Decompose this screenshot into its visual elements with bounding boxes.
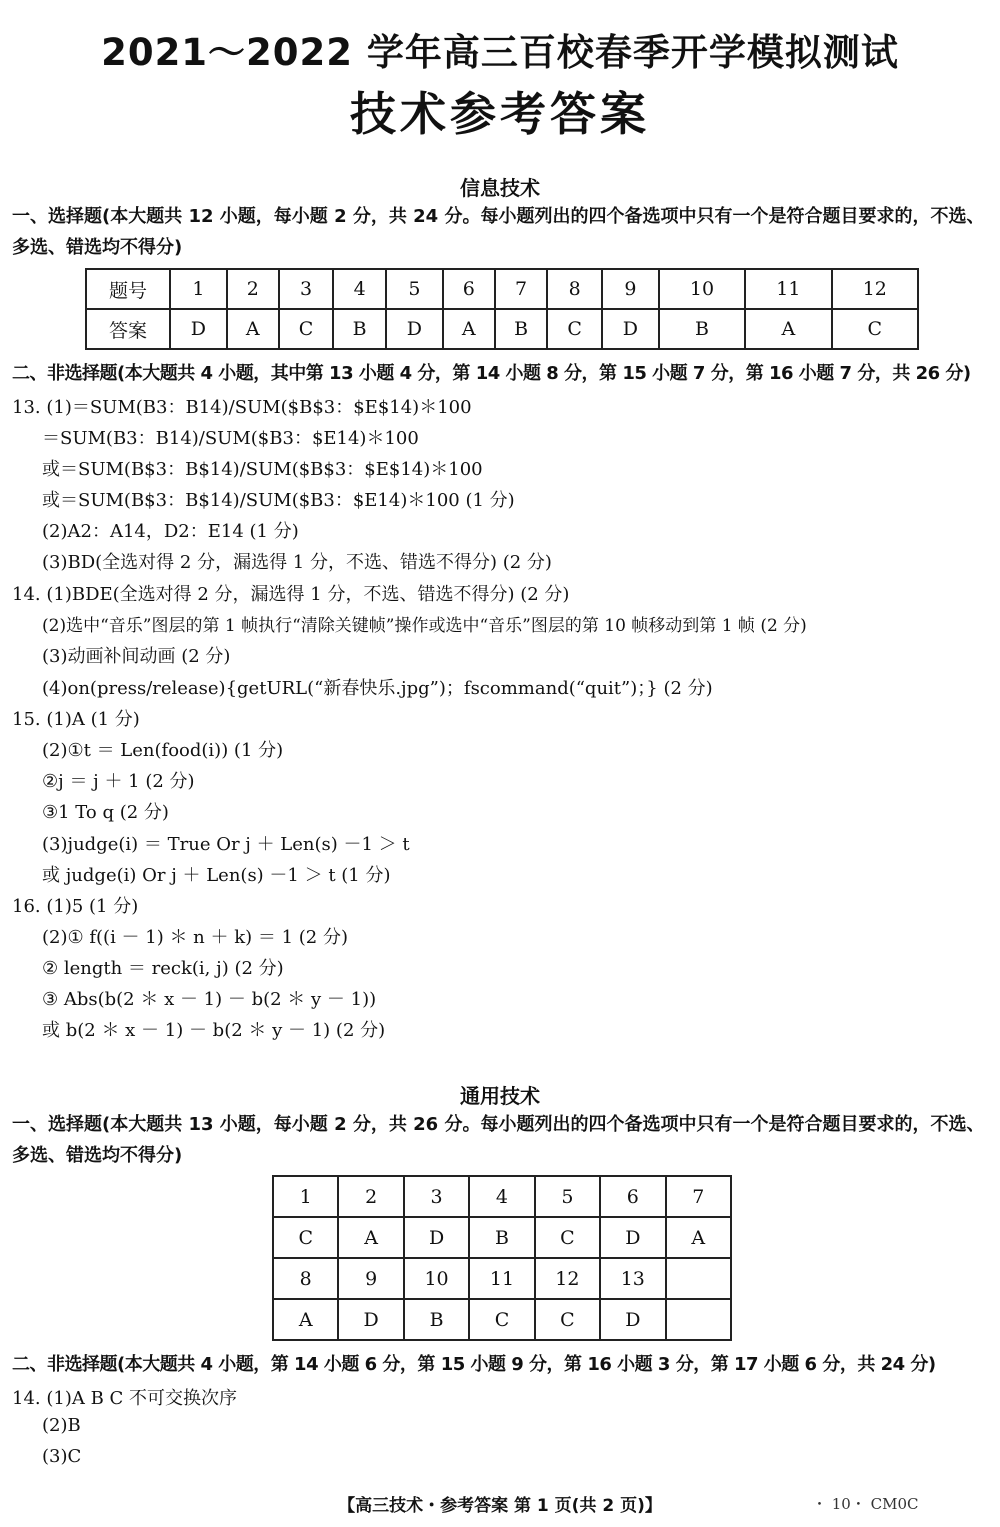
answer-line: 15. (1)A (1 分) (12, 709, 140, 730)
table-cell: 12 (535, 1258, 600, 1299)
table-cell: 4 (333, 269, 386, 309)
answer-line: 14. (1)A B C 不可交换次序 (12, 1388, 238, 1409)
table-cell: 8 (273, 1258, 338, 1299)
answer-line: 或 judge(i) Or j ＋ Len(s) －1 ＞ t (1 分) (42, 865, 391, 886)
table-cell: B (469, 1217, 534, 1258)
table-cell: A (443, 309, 495, 349)
answer-line: (3)judge(i) ＝ True Or j ＋ Len(s) －1 ＞ t (42, 834, 410, 855)
answer-line: (3)动画补间动画 (2 分) (42, 646, 231, 667)
table-cell: C (547, 309, 602, 349)
table-cell: 9 (338, 1258, 403, 1299)
table-cell: 12 (832, 269, 918, 309)
table-cell (666, 1299, 731, 1340)
answer-line: (4)on(press/release){getURL(“新春快乐.jpg”)；fscommand(“quit”)；} (2 分) (42, 678, 713, 699)
answer-line: 13. (1)＝SUM(B3：B14)/SUM($B$3：$E$14)＊100 (12, 397, 472, 418)
answer-line: (2)B (42, 1415, 81, 1436)
answer-line: 或 b(2 ＊ x － 1) － b(2 ＊ y － 1) (2 分) (42, 1020, 386, 1041)
table-cell: A (745, 309, 831, 349)
answer-line: ③1 To q (2 分) (42, 802, 169, 823)
table-cell: 5 (386, 269, 443, 309)
answer-line: 14. (1)BDE(全选对得 2 分，漏选得 1 分，不选、错选不得分) (2 分) (12, 584, 570, 605)
answer-line: ＝SUM(B3：B14)/SUM($B3：$E14)＊100 (42, 428, 419, 449)
table-cell: 2 (227, 269, 279, 309)
answer-line: (2)A2：A14，D2：E14 (1 分) (42, 521, 299, 542)
section-title-general-tech: 通用技术 (460, 1084, 540, 1108)
answer-line: (3)C (42, 1446, 82, 1467)
table-cell: A (273, 1299, 338, 1340)
table-cell: C (832, 309, 918, 349)
answer-line: (2)① f((i － 1) ＊ n ＋ k) ＝ 1 (2 分) (42, 927, 348, 948)
table-row (86, 269, 918, 309)
table-cell: B (404, 1299, 469, 1340)
table-cell: D (404, 1217, 469, 1258)
table-cell: A (227, 309, 279, 349)
answer-line: ② length ＝ reck(i, j) (2 分) (42, 958, 284, 979)
info-answer-table (85, 268, 919, 350)
table-cell: D (602, 309, 659, 349)
table-cell: 7 (495, 269, 548, 309)
table-cell (666, 1258, 731, 1299)
table-cell: 6 (600, 1176, 665, 1217)
table-cell: D (170, 309, 227, 349)
table-cell: 8 (547, 269, 602, 309)
table-row (273, 1217, 731, 1258)
table-cell: 7 (666, 1176, 731, 1217)
table-cell: C (273, 1217, 338, 1258)
table-cell: 9 (602, 269, 659, 309)
section-title-info-tech: 信息技术 (460, 176, 540, 200)
page-footer: 【高三技术・参考答案 第 1 页(共 2 页)】 (338, 1496, 662, 1516)
table-cell: C (535, 1217, 600, 1258)
table-cell: A (338, 1217, 403, 1258)
answer-line: (2)①t ＝ Len(food(i)) (1 分) (42, 740, 284, 761)
table-cell: C (535, 1299, 600, 1340)
table-cell: 4 (469, 1176, 534, 1217)
table-cell: B (333, 309, 386, 349)
page-title: 2021～2022 学年高三百校春季开学模拟测试 (101, 31, 899, 74)
table-row (86, 309, 918, 349)
page-subtitle: 技术参考答案 (350, 87, 650, 141)
table-cell: B (659, 309, 745, 349)
table-cell: 3 (404, 1176, 469, 1217)
general-nonmc-heading: 二、非选择题(本大题共 4 小题，第 14 小题 6 分，第 15 小题 9 分，第 16 小题 3 分，第 17 小题 6 分，共 24 分) (12, 1354, 936, 1375)
table-cell: 题号 (86, 269, 170, 309)
answer-line: 或＝SUM(B$3：B$14)/SUM($B$3：$E$14)＊100 (42, 459, 483, 480)
table-cell: 10 (659, 269, 745, 309)
table-cell: 3 (279, 269, 334, 309)
answer-line: 或＝SUM(B$3：B$14)/SUM($B3：$E14)＊100 (1 分) (42, 490, 515, 511)
table-cell: 2 (338, 1176, 403, 1217)
answer-line: 16. (1)5 (1 分) (12, 896, 139, 917)
table-cell: 5 (535, 1176, 600, 1217)
page-code: ・ 10・ CM0C (812, 1495, 919, 1513)
table-cell: 1 (170, 269, 227, 309)
table-cell: D (600, 1299, 665, 1340)
table-row (273, 1258, 731, 1299)
table-cell: D (600, 1217, 665, 1258)
answer-line: ②j ＝ j ＋ 1 (2 分) (42, 771, 195, 792)
table-cell: C (279, 309, 334, 349)
table-cell: A (666, 1217, 731, 1258)
info-mc-heading: 一、选择题(本大题共 12 小题，每小题 2 分，共 24 分。每小题列出的四个备选项中只有一个是符合题目要求的，不选、多选、错选均不得分) (12, 206, 985, 258)
table-cell: 答案 (86, 309, 170, 349)
answer-line: ③ Abs(b(2 ＊ x － 1) － b(2 ＊ y － 1)) (42, 989, 377, 1010)
table-cell: D (338, 1299, 403, 1340)
table-cell: 11 (745, 269, 831, 309)
table-row (273, 1176, 731, 1217)
table-cell: D (386, 309, 443, 349)
table-cell: B (495, 309, 548, 349)
info-nonmc-heading: 二、非选择题(本大题共 4 小题，其中第 13 小题 4 分，第 14 小题 8 分，第 15 小题 7 分，第 16 小题 7 分，共 26 分) (12, 363, 971, 384)
table-cell: 11 (469, 1258, 534, 1299)
table-cell: 13 (600, 1258, 665, 1299)
answer-line: (2)选中“音乐”图层的第 1 帧执行“清除关键帧”操作或选中“音乐”图层的第 10 帧移动到第 1 帧 (2 分) (42, 616, 807, 636)
table-cell: 10 (404, 1258, 469, 1299)
table-row (273, 1299, 731, 1340)
general-answer-table (272, 1175, 732, 1341)
general-mc-heading: 一、选择题(本大题共 13 小题，每小题 2 分，共 26 分。每小题列出的四个备选项中只有一个是符合题目要求的，不选、多选、错选均不得分) (12, 1114, 985, 1166)
table-cell: 1 (273, 1176, 338, 1217)
table-cell: C (469, 1299, 534, 1340)
table-cell: 6 (443, 269, 495, 309)
answer-line: (3)BD(全选对得 2 分，漏选得 1 分，不选、错选不得分) (2 分) (42, 552, 552, 573)
